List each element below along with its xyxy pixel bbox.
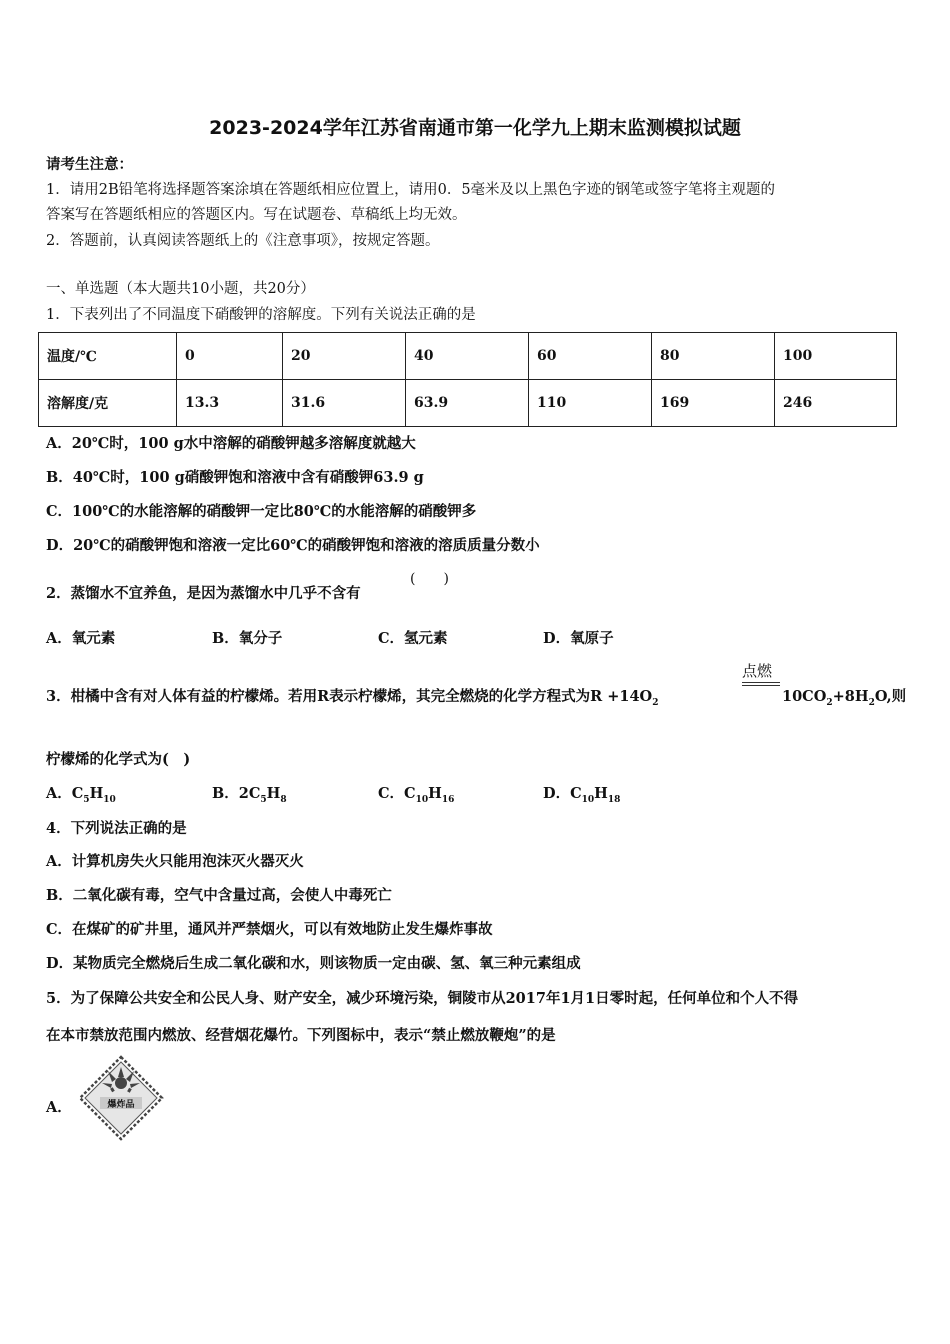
q4-option-b: B．二氧化碳有毒，空气中含量过高，会使人中毒死亡 [46,887,392,904]
table-cell: 0 [177,333,283,380]
option-label: C．C [378,785,416,802]
q1-option-d: D．20℃的硝酸钾饱和溶液一定比60℃的硝酸钾饱和溶液的溶质质量分数小 [46,537,540,554]
explosive-sign-icon [78,1055,164,1141]
table-cell: 20 [283,333,406,380]
q1-option-a: A．20℃时，100 g水中溶解的硝酸钾越多溶解度就越大 [46,435,416,452]
subscript: 10 [581,794,595,805]
notice-line-1: 1．请用2B铅笔将选择题答案涂填在答题纸相应位置上，请用0．5毫米及以上黑色字迹的钢笔或签字笔将主观题的 [46,182,776,198]
table-cell: 110 [529,380,652,427]
table-cell: 63.9 [406,380,529,427]
subscript: 16 [441,794,455,805]
element-h: H [89,785,104,802]
q1-option-b: B．40℃时，100 g硝酸钾饱和溶液中含有硝酸钾63.9 g [46,469,424,486]
question-5-stem: 5．为了保障公共安全和公民人身、财产安全，减少环境污染，铜陵市从2017年1月1日零时起，任何单位和个人不得 [46,990,799,1007]
table-cell: 13.3 [177,380,283,427]
question-3-stem-2: 柠檬烯的化学式为( ) [46,751,191,768]
reaction-condition: 点燃 [742,662,773,680]
element-h: H [428,785,442,802]
q2-option-c: C．氢元素 [378,630,448,647]
reaction-products [782,685,906,708]
q3-option-c [378,782,454,805]
q2-option-a: A．氧元素 [46,630,116,647]
q4-option-a: A．计算机房失火只能用泡沫灭火器灭火 [46,853,304,870]
option-label: D．C [543,785,582,802]
question-5-stem-2: 在本市禁放范围内燃放、经营烟花爆竹。下列图标中，表示“禁止燃放鞭炮”的是 [46,1027,556,1044]
question-2-stem: 2．蒸馏水不宜养鱼，是因为蒸馏水中几乎不含有 [46,585,361,602]
h2o-subscript: 2 [868,697,875,708]
q3-option-d [543,782,620,805]
q4-option-d: D．某物质完全燃烧后生成二氧化碳和水，则该物质一定由碳、氢、氧三种元素组成 [46,955,581,972]
element-h: H [594,785,608,802]
product-tail: O,则 [874,688,907,705]
co2-subscript: 2 [826,697,833,708]
subscript: 5 [260,794,267,805]
option-label: A．C [46,785,84,802]
q4-option-c: C．在煤矿的矿井里，通风并严禁烟火，可以有效地防止发生爆炸事故 [46,921,493,938]
equation-line-bottom [742,685,780,686]
product-h2o: +8H [832,688,869,705]
notice-line-2: 2．答题前，认真阅读答题纸上的《注意事项》，按规定答题。 [46,233,440,249]
subscript: 8 [280,794,287,805]
q3-option-b [212,782,287,805]
subscript: 10 [415,794,429,805]
equation-line-top [742,682,780,683]
element-h: H [266,785,281,802]
sign-text: 爆炸品 [107,1100,135,1110]
subscript: 5 [83,794,90,805]
table-cell: 80 [652,333,775,380]
question-3-stem [46,685,658,708]
page-title: 2023-2024学年江苏省南通市第一化学九上期末监测模拟试题 [209,117,741,139]
table-cell: 100 [775,333,897,380]
table-cell: 溶解度/克 [39,380,177,427]
table-cell: 246 [775,380,897,427]
table-cell: 31.6 [283,380,406,427]
table-cell: 60 [529,333,652,380]
q2-option-b: B．氧分子 [212,630,283,647]
q2-option-d: D．氧原子 [543,630,614,647]
notice-line-1b: 答案写在答题纸相应的答题区内。写在试题卷、草稿纸上均无效。 [46,207,467,223]
option-label: B．2C [212,785,261,802]
table-cell: 温度/℃ [39,333,177,380]
answer-paren: ( ) [410,571,449,587]
notice-heading: 请考生注意： [46,156,133,173]
table-cell: 40 [406,333,529,380]
question-4-stem: 4．下列说法正确的是 [46,820,187,837]
section-heading: 一、单选题（本大题共10小题，共20分） [46,281,315,297]
o2-subscript: 2 [652,697,659,708]
subscript: 18 [607,794,621,805]
q3-stem-text: 3．柑橘中含有对人体有益的柠檬烯。若用R表示柠檬烯，其完全燃烧的化学方程式为R +14O [46,688,653,705]
table-row [39,333,897,380]
q5-option-a-label: A． [46,1099,72,1116]
table-row [39,380,897,427]
q3-option-a [46,782,116,805]
subscript: 10 [103,794,116,805]
q1-option-c: C．100℃的水能溶解的硝酸钾一定比80℃的水能溶解的硝酸钾多 [46,503,477,520]
table-cell: 169 [652,380,775,427]
product-co2: 10CO [782,688,827,705]
solubility-table [38,332,897,427]
question-1-stem: 1．下表列出了不同温度下硝酸钾的溶解度。下列有关说法正确的是 [46,307,476,323]
